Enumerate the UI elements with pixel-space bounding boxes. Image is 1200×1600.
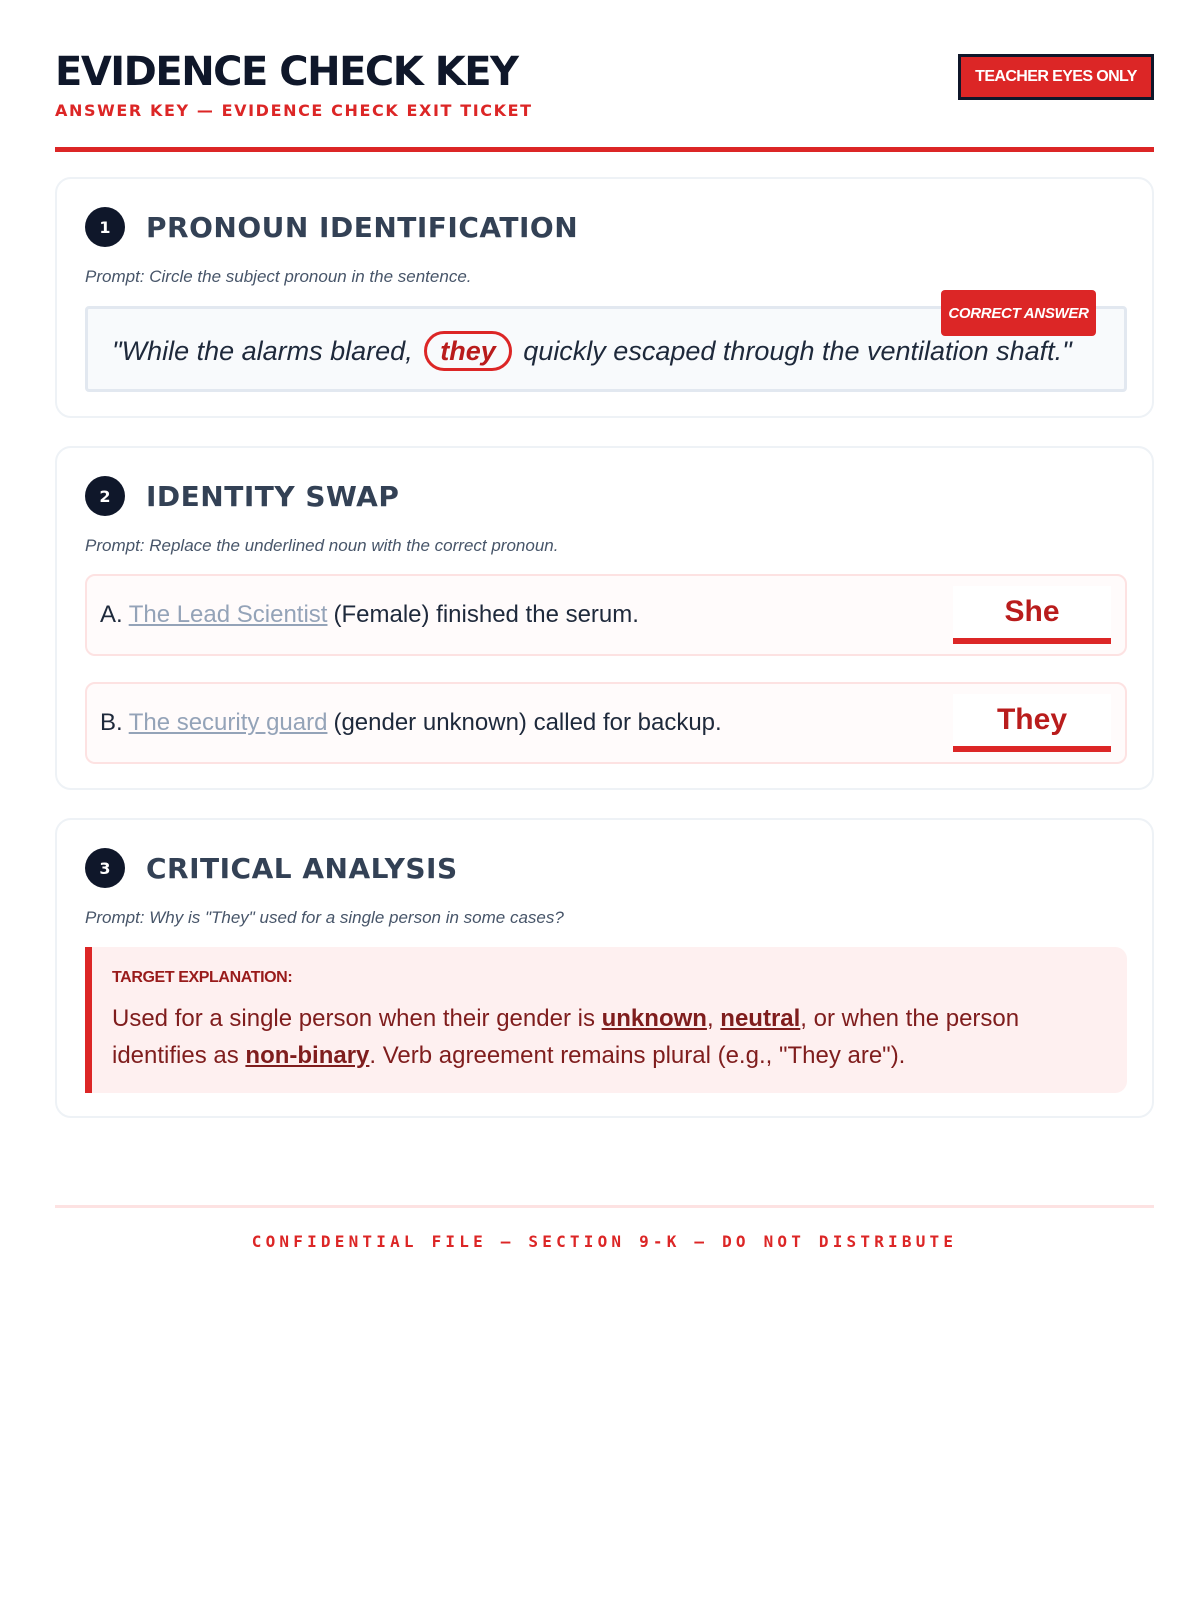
section-number: 2 [85, 476, 125, 516]
section-header [85, 476, 399, 516]
swap-sentence [100, 684, 722, 762]
sentence-rest: (gender unknown) called for backup. [333, 709, 722, 736]
explanation-part: , [706, 1005, 721, 1032]
section-title: IDENTITY SWAP [146, 479, 400, 513]
underlined-noun: The Lead Scientist [128, 601, 328, 628]
underlined-noun: The security guard [128, 709, 328, 736]
section-title: PRONOUN IDENTIFICATION [146, 210, 579, 244]
teacher-only-badge: TEACHER EYES ONLY [958, 54, 1154, 100]
section-number: 3 [85, 848, 125, 888]
swap-item-b [85, 682, 1127, 764]
explanation-part: Used for a single person when their gender is [112, 1005, 602, 1032]
section-prompt: Prompt: Why is "They" used for a single person in some cases? [85, 908, 564, 927]
page-subtitle: ANSWER KEY — EVIDENCE CHECK EXIT TICKET [55, 101, 533, 120]
header-divider [55, 147, 1154, 152]
page-header [55, 48, 1154, 153]
quote-after: quickly escaped through the ventilation shaft." [523, 336, 1072, 366]
quote-box [85, 306, 1127, 392]
target-explanation-box [85, 947, 1127, 1093]
explanation-text [112, 1000, 1102, 1074]
section-number: 1 [85, 207, 125, 247]
sentence-rest: (Female) finished the serum. [333, 601, 639, 628]
section-pronoun-identification [55, 177, 1154, 418]
quote-before: "While the alarms blared, [112, 336, 413, 366]
section-title: CRITICAL ANALYSIS [146, 851, 458, 885]
answer-pronoun: They [953, 694, 1111, 752]
keyword-non-binary: non-binary [245, 1042, 370, 1069]
section-header [85, 207, 578, 247]
section-critical-analysis [55, 818, 1154, 1118]
answer-pronoun: She [953, 586, 1111, 644]
keyword-neutral: neutral [720, 1005, 801, 1032]
swap-sentence [100, 576, 639, 654]
page-title: EVIDENCE CHECK KEY [55, 49, 518, 95]
circled-pronoun: they [424, 331, 512, 371]
quote-sentence [112, 331, 1072, 371]
confidential-footer: CONFIDENTIAL FILE — SECTION 9-K — DO NOT DISTRIBUTE [251, 1232, 958, 1251]
item-prefix: A. [100, 601, 123, 628]
explanation-part: , or when the person identifies as [112, 1005, 1020, 1069]
section-prompt: Prompt: Replace the underlined noun with the correct pronoun. [85, 536, 559, 555]
section-identity-swap [55, 446, 1154, 790]
section-prompt: Prompt: Circle the subject pronoun in the sentence. [85, 267, 472, 286]
correct-answer-tag: CORRECT ANSWER [941, 290, 1096, 336]
explanation-part: . Verb agreement remains plural (e.g., "They are"). [369, 1042, 906, 1069]
item-prefix: B. [100, 709, 123, 736]
swap-item-a [85, 574, 1127, 656]
explanation-label: TARGET EXPLANATION: [112, 969, 293, 986]
footer-divider [55, 1205, 1154, 1208]
keyword-unknown: unknown [601, 1005, 707, 1032]
section-header [85, 848, 458, 888]
